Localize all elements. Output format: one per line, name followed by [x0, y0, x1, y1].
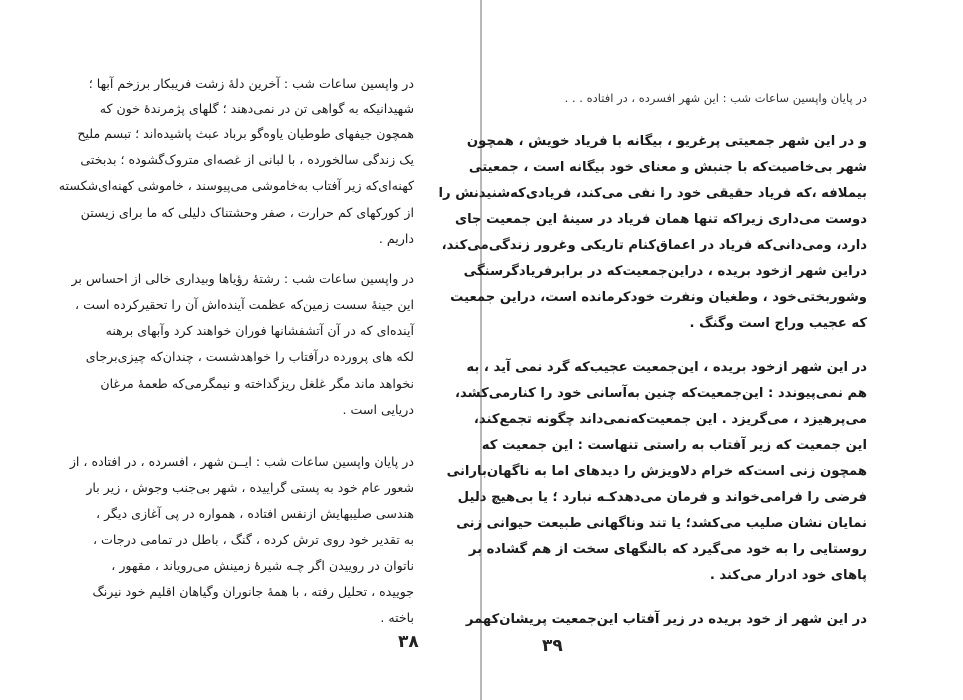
text-line: داریم . — [378, 231, 414, 246]
text-line: همچون جیفهای طوطیان یاوه‌گو برباد عبث پاشیده‌اند ؛ تبسم ملیح — [77, 126, 414, 141]
text-line: این جینهٔ سست زمین‌که عظمت آینده‌اش آن را تحقیرکرده است ، — [75, 297, 414, 312]
text-line: و در این شهر جمعیتی پرغریو ، بیگانه با فریاد خویش ، همچون — [466, 134, 867, 149]
text-line: پاهای خود ادرار می‌کند . — [709, 568, 867, 583]
page-number: ۳۹ — [542, 636, 563, 656]
text-line: دریایی است . — [342, 402, 414, 417]
text-line: دراین شهر ازخود بریده ، دراین‌جمعیت‌که در برابرفریادگرسنگی — [463, 264, 867, 279]
text-line: از کورکهای کم حرارت ، صفر وحشتناک دلیلی که ما برای زیستن — [80, 205, 414, 220]
text-line: به تقدیر خود روی ترش کرده ، گنگ ، باطل در تمامی درجات ، — [92, 532, 414, 547]
text-line: در واپسین ساعات شب : رشتهٔ رؤیاها وبیداری خالی از احساس بر — [71, 271, 414, 286]
left-page — [0, 0, 480, 700]
text-line: روستایی را به خود می‌گیرد که بالنگهای سخت از هم گشاده بر — [468, 542, 867, 557]
text-line: شهیدانیکه به گواهی تن در نمی‌دهند ؛ گلهای پژمرندهٔ خون که — [99, 101, 414, 116]
text-line: لکه های پرورده درآفتاب را خواهدشست ، چندان‌که چیزی‌برجای — [85, 349, 414, 364]
running-header: در پایان واپسین ساعات شب : این شهر افسرده ، در افتاده . . . — [564, 91, 867, 105]
text-line: در پایان واپسین ساعات شب : ایــن شهر ، افسرده ، در افتاده ، از — [69, 454, 414, 469]
text-line: همچون زنی است‌که خرام دلاویزش را دیدهای اما به ناگهان‌بارانی — [446, 464, 867, 479]
text-line: که عجیب وراج است وگنگ . — [689, 316, 867, 331]
text-line: ناتوان در روییدن اگر چـه شیرهٔ زمینش می‌رویاند ، مقهور ، — [111, 558, 414, 573]
text-line: کهنه‌ای‌که زیر آفتاب به‌خاموشی می‌پیوسند ، خاموشی کهنه‌ای‌شکسته — [58, 178, 414, 193]
text-line: وشوربختی‌خود ، وطغیان ونفرت خودکرمانده است، دراین جمعیت — [450, 290, 867, 305]
text-line: هم نمی‌پیوندد : این‌جمعیت‌که چنین به‌آسانی خود را کنارمی‌کشد، — [455, 386, 867, 401]
text-line: می‌پرهیزد ، می‌گریزد . این جمعیت‌که‌نمی‌داند چگونه تجمع‌کند، — [473, 412, 867, 427]
text-line: دارد، ومی‌دانی‌که فریاد در اعماق‌کنام تاریکی وغرور زندگی‌می‌کند، — [441, 238, 867, 253]
text-line: باخته . — [380, 610, 414, 625]
text-line: شعور عام خود به پستی گراییده ، شهر بی‌جنب وجوش ، زیر بار — [86, 480, 414, 495]
text-line: نخواهد ماند مگر غلغل ریزگداخته و نیمگرمی‌که طعمهٔ مرغان — [100, 376, 414, 391]
page-number: ۳۸ — [398, 632, 419, 652]
text-line: بیملافه ،که فریاد حقیقی خود را نفی می‌کند، فریادی‌که‌شنیدنش را — [438, 186, 867, 201]
text-line: در این شهر ازخود بریده ، این‌جمعیت عجیب‌که گرد نمی آید ، به — [466, 360, 867, 375]
text-line: در واپسین ساعات شب : آخرین دلهٔ زشت فریبکار برزخم آبها ؛ — [88, 76, 414, 91]
text-line: دوست می‌داری زیراکه تنها همان فریاد در سینهٔ این جمعیت جای — [454, 212, 867, 227]
text-line: هندسی صلیبهایش ازنفس افتاده ، همواره در پی آغازی دیگر ، — [96, 506, 414, 521]
right-page — [438, 0, 963, 700]
text-line: یک زندگی سالخورده ، با لبانی از غصه‌ای متروک‌گشوده ؛ بدبختی — [80, 152, 414, 167]
text-line: جوییده ، تحلیل رفته ، با همهٔ جانوران وگیاهان اقلیم خود نیرنگ — [92, 584, 414, 599]
text-line: این جمعیت که زیر آفتاب به راستی تنهاست : این جمعیت که — [481, 438, 867, 453]
text-line: آینده‌ای که در آن آتشفشانها فوران خواهند کرد وآبهای برهنه — [105, 323, 414, 338]
text-line: نمایان نشان صلیب می‌کشد؛ یا تند وناگهانی طبیعت حیوانی زنی — [456, 516, 867, 531]
text-line: در این شهر از خود بریده در زیر آفتاب این‌جمعیت پریشان‌کهمر — [465, 612, 867, 627]
text-line: فرضی را فرامی‌خواند و فرمان می‌دهدکـه نبارد ؛ یا بی‌هیچ دلیل — [457, 490, 867, 505]
text-line: شهر بی‌خاصیت‌که با جنبش و معنای خود بیگانه است ، جمعیتی — [468, 160, 867, 175]
